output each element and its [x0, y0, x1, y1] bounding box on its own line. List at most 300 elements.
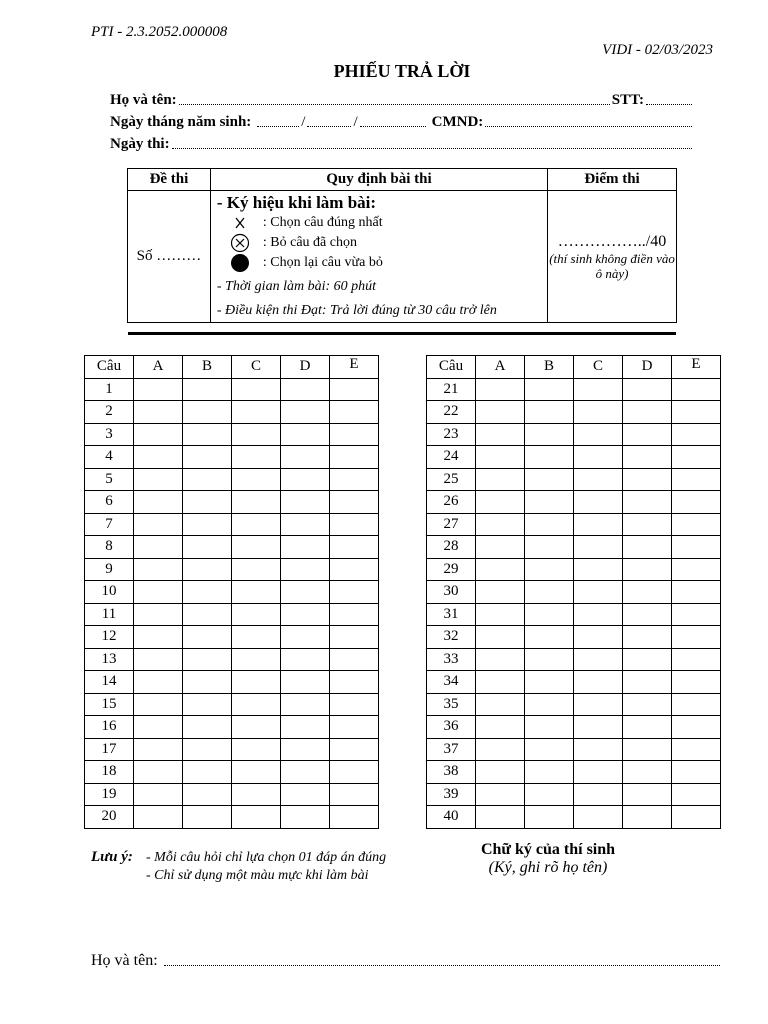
answer-cell[interactable] [476, 693, 525, 716]
table-row [85, 491, 379, 514]
document-code: PTI - 2.3.2052.000008 [91, 24, 228, 40]
answer-cell[interactable] [330, 423, 379, 446]
question-number: 25 [427, 468, 476, 491]
answer-cell[interactable] [525, 491, 574, 514]
exam-date-field[interactable] [172, 148, 692, 149]
divider [128, 332, 676, 335]
answer-cell[interactable] [574, 558, 623, 581]
question-number: 14 [85, 671, 134, 694]
answer-cell[interactable] [525, 378, 574, 401]
answer-cell[interactable] [574, 468, 623, 491]
answer-cell[interactable] [476, 603, 525, 626]
dob-day-field[interactable] [257, 126, 299, 127]
answer-cell[interactable] [183, 783, 232, 806]
answer-cell[interactable] [476, 581, 525, 604]
answer-cell[interactable] [330, 761, 379, 784]
answer-cell[interactable] [525, 603, 574, 626]
answer-cell[interactable] [623, 761, 672, 784]
question-number: 28 [427, 536, 476, 559]
rules-cell [210, 191, 547, 323]
note-lines [146, 849, 386, 885]
answer-cell[interactable] [134, 716, 183, 739]
answer-cell[interactable] [281, 626, 330, 649]
answer-cell[interactable] [476, 626, 525, 649]
answer-cell[interactable] [672, 536, 721, 559]
table-row [85, 446, 379, 469]
exam-number-cell[interactable]: Số ……… [128, 191, 211, 323]
answer-cell[interactable] [330, 603, 379, 626]
answer-cell[interactable] [623, 603, 672, 626]
answer-cell[interactable] [134, 491, 183, 514]
answer-table-right [426, 355, 721, 829]
question-number: 21 [427, 378, 476, 401]
answer-cell[interactable] [330, 806, 379, 829]
answer-cell[interactable] [134, 806, 183, 829]
answer-cell[interactable] [281, 716, 330, 739]
answer-cell[interactable] [232, 716, 281, 739]
answer-cell[interactable] [476, 536, 525, 559]
answer-cell[interactable] [134, 513, 183, 536]
pass-rule: - Điều kiện thi Đạt: Trả lời đúng từ 30 câu trở lên [216, 303, 497, 318]
answer-cell[interactable] [574, 648, 623, 671]
answer-cell[interactable] [134, 558, 183, 581]
answer-cell[interactable] [672, 761, 721, 784]
question-number: 26 [427, 491, 476, 514]
answer-cell[interactable] [623, 446, 672, 469]
answer-cell[interactable] [281, 761, 330, 784]
table-row [427, 626, 721, 649]
answer-cell[interactable] [232, 536, 281, 559]
table-row [85, 558, 379, 581]
answer-cell[interactable] [574, 581, 623, 604]
answer-cell[interactable] [574, 603, 623, 626]
answer-cell[interactable] [623, 536, 672, 559]
table-row [427, 603, 721, 626]
answer-cell[interactable] [476, 446, 525, 469]
answer-cell[interactable] [183, 603, 232, 626]
answer-cell[interactable] [623, 716, 672, 739]
answer-cell[interactable] [281, 446, 330, 469]
answer-cell[interactable] [281, 693, 330, 716]
question-number: 38 [427, 761, 476, 784]
answer-cell[interactable] [525, 648, 574, 671]
answer-cell[interactable] [476, 378, 525, 401]
table-row [85, 378, 379, 401]
answer-cell[interactable] [574, 446, 623, 469]
x-mark-icon [217, 217, 263, 229]
answer-cell[interactable] [183, 806, 232, 829]
answer-cell[interactable] [476, 513, 525, 536]
answer-cell[interactable] [623, 648, 672, 671]
answer-cell[interactable] [525, 738, 574, 761]
question-number: 24 [427, 446, 476, 469]
answer-cell[interactable] [672, 671, 721, 694]
footer-name-field[interactable] [164, 965, 720, 966]
question-number: 33 [427, 648, 476, 671]
answer-cell[interactable] [134, 738, 183, 761]
answer-cell[interactable] [330, 693, 379, 716]
answer-cell[interactable] [183, 423, 232, 446]
signature-title: Chữ ký của thí sinh [480, 841, 616, 858]
answer-cell[interactable] [232, 671, 281, 694]
column-header-option: E [330, 356, 379, 379]
answer-cell[interactable] [525, 716, 574, 739]
answer-cell[interactable] [183, 648, 232, 671]
table-row [85, 783, 379, 806]
answer-cell[interactable] [134, 581, 183, 604]
answer-cell[interactable] [183, 738, 232, 761]
page-title: PHIẾU TRẢ LỜI [333, 61, 471, 81]
answer-cell[interactable] [330, 536, 379, 559]
answer-cell[interactable] [134, 378, 183, 401]
answer-cell[interactable] [330, 671, 379, 694]
table-row [427, 806, 721, 829]
question-number: 35 [427, 693, 476, 716]
answer-cell[interactable] [134, 648, 183, 671]
answer-cell[interactable] [232, 513, 281, 536]
table-row [85, 468, 379, 491]
answer-cell[interactable] [330, 716, 379, 739]
stt-field[interactable] [646, 104, 692, 105]
answer-cell[interactable] [183, 581, 232, 604]
answer-cell[interactable] [281, 806, 330, 829]
question-number: 3 [85, 423, 134, 446]
answer-cell[interactable] [330, 468, 379, 491]
table-row [85, 401, 379, 424]
answer-cell[interactable] [330, 491, 379, 514]
table-row [85, 513, 379, 536]
answer-cell[interactable] [672, 806, 721, 829]
answer-cell[interactable] [183, 761, 232, 784]
question-number: 29 [427, 558, 476, 581]
answer-cell[interactable] [281, 423, 330, 446]
column-header-option: D [281, 356, 330, 379]
name-field[interactable] [179, 104, 610, 105]
answer-cell[interactable] [232, 558, 281, 581]
answer-cell[interactable] [183, 491, 232, 514]
answer-cell[interactable] [330, 626, 379, 649]
answer-cell[interactable] [330, 378, 379, 401]
signature-subtitle: (Ký, ghi rõ họ tên) [488, 859, 608, 876]
answer-cell[interactable] [672, 626, 721, 649]
answer-cell[interactable] [183, 446, 232, 469]
answer-cell[interactable] [525, 513, 574, 536]
note-line: - Chỉ sử dụng một màu mực khi làm bài [146, 868, 369, 883]
answer-cell[interactable] [672, 716, 721, 739]
answer-cell[interactable] [574, 806, 623, 829]
answer-cell[interactable] [574, 513, 623, 536]
footer-name-label: Họ và tên: [91, 952, 158, 969]
answer-cell[interactable] [281, 401, 330, 424]
answer-cell[interactable] [525, 558, 574, 581]
answer-cell[interactable] [134, 446, 183, 469]
answer-cell[interactable] [525, 626, 574, 649]
note-line: - Mỗi câu hỏi chỉ lựa chọn 01 đáp án đúng [146, 850, 387, 865]
answer-cell[interactable] [623, 401, 672, 424]
answer-cell[interactable] [281, 513, 330, 536]
symbol-text: : Chọn lại câu vừa bỏ [262, 255, 383, 270]
column-header-option: B [525, 356, 574, 379]
answer-cell[interactable] [183, 536, 232, 559]
answer-body [427, 378, 721, 828]
answer-cell[interactable] [672, 603, 721, 626]
table-row [427, 738, 721, 761]
answer-cell[interactable] [672, 693, 721, 716]
answer-cell[interactable] [134, 693, 183, 716]
table-row [427, 648, 721, 671]
answer-cell[interactable] [476, 738, 525, 761]
question-number: 6 [85, 491, 134, 514]
answer-cell[interactable] [134, 536, 183, 559]
answer-cell[interactable] [330, 558, 379, 581]
answer-cell[interactable] [232, 603, 281, 626]
answer-header-row [427, 356, 721, 379]
answer-cell[interactable] [574, 738, 623, 761]
question-number: 9 [85, 558, 134, 581]
question-number: 40 [427, 806, 476, 829]
answer-cell[interactable] [183, 558, 232, 581]
symbol-row [217, 233, 541, 253]
answer-cell[interactable] [232, 423, 281, 446]
answer-cell[interactable] [476, 761, 525, 784]
answer-cell[interactable] [330, 446, 379, 469]
table-row [85, 738, 379, 761]
answer-cell[interactable] [232, 806, 281, 829]
answer-cell[interactable] [330, 513, 379, 536]
answer-cell[interactable] [574, 761, 623, 784]
answer-cell[interactable] [232, 446, 281, 469]
answer-cell[interactable] [672, 513, 721, 536]
answer-cell[interactable] [574, 491, 623, 514]
answer-body [85, 378, 379, 828]
answer-cell[interactable] [672, 738, 721, 761]
answer-cell[interactable] [281, 468, 330, 491]
answer-cell[interactable] [476, 558, 525, 581]
answer-cell[interactable] [232, 468, 281, 491]
answer-cell[interactable] [476, 491, 525, 514]
answer-cell[interactable] [476, 423, 525, 446]
answer-cell[interactable] [134, 783, 183, 806]
answer-cell[interactable] [672, 468, 721, 491]
answer-cell[interactable] [574, 671, 623, 694]
question-number: 1 [85, 378, 134, 401]
table-row [427, 671, 721, 694]
answer-cell[interactable] [623, 491, 672, 514]
dob-year-field[interactable] [360, 126, 426, 127]
answer-cell[interactable] [525, 761, 574, 784]
score-cell [548, 191, 677, 323]
answer-cell[interactable] [330, 783, 379, 806]
answer-cell[interactable] [672, 423, 721, 446]
answer-cell[interactable] [623, 558, 672, 581]
question-number: 20 [85, 806, 134, 829]
symbol-row [217, 253, 541, 273]
signature-block [448, 841, 648, 877]
answer-cell[interactable] [476, 806, 525, 829]
score-note: (thí sinh không điền vào ô này) [549, 250, 675, 281]
question-number: 12 [85, 626, 134, 649]
answer-cell[interactable] [623, 581, 672, 604]
cmnd-field[interactable] [485, 126, 692, 127]
answer-cell[interactable] [525, 783, 574, 806]
table-row [85, 716, 379, 739]
answer-cell[interactable] [183, 401, 232, 424]
spec-header-de-thi: Đề thi [128, 169, 211, 191]
answer-cell[interactable] [134, 423, 183, 446]
answer-cell[interactable] [672, 648, 721, 671]
answer-cell[interactable] [623, 738, 672, 761]
answer-cell[interactable] [281, 536, 330, 559]
table-row [85, 671, 379, 694]
answer-cell[interactable] [232, 491, 281, 514]
answer-cell[interactable] [476, 648, 525, 671]
answer-cell[interactable] [134, 468, 183, 491]
score-value: ……………../40 [557, 232, 667, 250]
table-row [85, 626, 379, 649]
answer-cell[interactable] [281, 491, 330, 514]
answer-cell[interactable] [330, 648, 379, 671]
exam-date-row [110, 136, 694, 153]
answer-cell[interactable] [232, 783, 281, 806]
table-row [85, 693, 379, 716]
answer-cell[interactable] [330, 581, 379, 604]
answer-cell[interactable] [525, 693, 574, 716]
answer-cell[interactable] [183, 378, 232, 401]
table-row [85, 806, 379, 829]
table-row [85, 648, 379, 671]
filled-circle-icon [217, 253, 263, 273]
column-header-option: A [134, 356, 183, 379]
table-row [427, 783, 721, 806]
cmnd-label: CMND: [431, 114, 484, 130]
answer-cell[interactable] [623, 693, 672, 716]
answer-cell[interactable] [281, 738, 330, 761]
answer-cell[interactable] [330, 738, 379, 761]
answer-cell[interactable] [525, 446, 574, 469]
answer-cell[interactable] [574, 716, 623, 739]
answer-cell[interactable] [232, 738, 281, 761]
answer-cell[interactable] [623, 783, 672, 806]
question-number: 31 [427, 603, 476, 626]
answer-cell[interactable] [232, 581, 281, 604]
answer-cell[interactable] [574, 693, 623, 716]
table-row [427, 378, 721, 401]
answer-cell[interactable] [232, 626, 281, 649]
answer-cell[interactable] [672, 581, 721, 604]
dob-slash-1: / [301, 114, 306, 130]
answer-cell[interactable] [672, 558, 721, 581]
answer-cell[interactable] [525, 806, 574, 829]
note-label: Lưu ý: [91, 849, 133, 865]
answer-cell[interactable] [232, 378, 281, 401]
answer-cell[interactable] [134, 401, 183, 424]
column-header-option: E [672, 356, 721, 379]
question-number: 16 [85, 716, 134, 739]
name-row [110, 92, 694, 109]
answer-cell[interactable] [672, 783, 721, 806]
answer-cell[interactable] [183, 716, 232, 739]
answer-cell[interactable] [574, 423, 623, 446]
column-header-option: B [183, 356, 232, 379]
answer-cell[interactable] [672, 491, 721, 514]
answer-cell[interactable] [134, 603, 183, 626]
answer-cell[interactable] [525, 468, 574, 491]
answer-cell[interactable] [232, 648, 281, 671]
answer-cell[interactable] [134, 761, 183, 784]
answer-cell[interactable] [134, 626, 183, 649]
answer-cell[interactable] [134, 671, 183, 694]
answer-cell[interactable] [281, 581, 330, 604]
answer-cell[interactable] [183, 671, 232, 694]
answer-cell[interactable] [281, 378, 330, 401]
question-number: 4 [85, 446, 134, 469]
answer-cell[interactable] [476, 401, 525, 424]
answer-cell[interactable] [525, 581, 574, 604]
answer-cell[interactable] [281, 671, 330, 694]
answer-cell[interactable] [183, 626, 232, 649]
dob-month-field[interactable] [307, 126, 351, 127]
answer-cell[interactable] [623, 423, 672, 446]
answer-cell[interactable] [330, 401, 379, 424]
answer-cell[interactable] [623, 378, 672, 401]
answer-cell[interactable] [476, 468, 525, 491]
dob-label: Ngày tháng năm sinh: [110, 114, 252, 130]
table-row [427, 536, 721, 559]
answer-cell[interactable] [574, 378, 623, 401]
answer-cell[interactable] [476, 783, 525, 806]
answer-cell[interactable] [281, 558, 330, 581]
answer-cell[interactable] [672, 378, 721, 401]
answer-cell[interactable] [281, 783, 330, 806]
table-row [427, 761, 721, 784]
stt-label: STT: [611, 92, 644, 108]
table-row [85, 761, 379, 784]
question-number: 36 [427, 716, 476, 739]
table-row [427, 401, 721, 424]
answer-cell[interactable] [232, 693, 281, 716]
answer-cell[interactable] [525, 423, 574, 446]
answer-cell[interactable] [525, 536, 574, 559]
answer-cell[interactable] [574, 401, 623, 424]
answer-cell[interactable] [623, 671, 672, 694]
answer-cell[interactable] [232, 401, 281, 424]
answer-cell[interactable] [183, 693, 232, 716]
answer-cell[interactable] [574, 626, 623, 649]
answer-cell[interactable] [281, 648, 330, 671]
rules-heading: - Ký hiệu khi làm bài: [216, 193, 377, 212]
answer-cell[interactable] [183, 468, 232, 491]
answer-cell[interactable] [574, 536, 623, 559]
question-number: 23 [427, 423, 476, 446]
answer-cell[interactable] [476, 716, 525, 739]
answer-cell[interactable] [183, 513, 232, 536]
answer-cell[interactable] [623, 626, 672, 649]
question-number: 39 [427, 783, 476, 806]
answer-cell[interactable] [525, 401, 574, 424]
answer-cell[interactable] [476, 671, 525, 694]
answer-cell[interactable] [574, 783, 623, 806]
answer-cell[interactable] [232, 761, 281, 784]
answer-cell[interactable] [672, 401, 721, 424]
answer-cell[interactable] [281, 603, 330, 626]
answer-cell[interactable] [623, 513, 672, 536]
question-number: 27 [427, 513, 476, 536]
answer-cell[interactable] [525, 671, 574, 694]
table-row [427, 491, 721, 514]
answer-cell[interactable] [623, 468, 672, 491]
answer-cell[interactable] [672, 446, 721, 469]
answer-cell[interactable] [623, 806, 672, 829]
